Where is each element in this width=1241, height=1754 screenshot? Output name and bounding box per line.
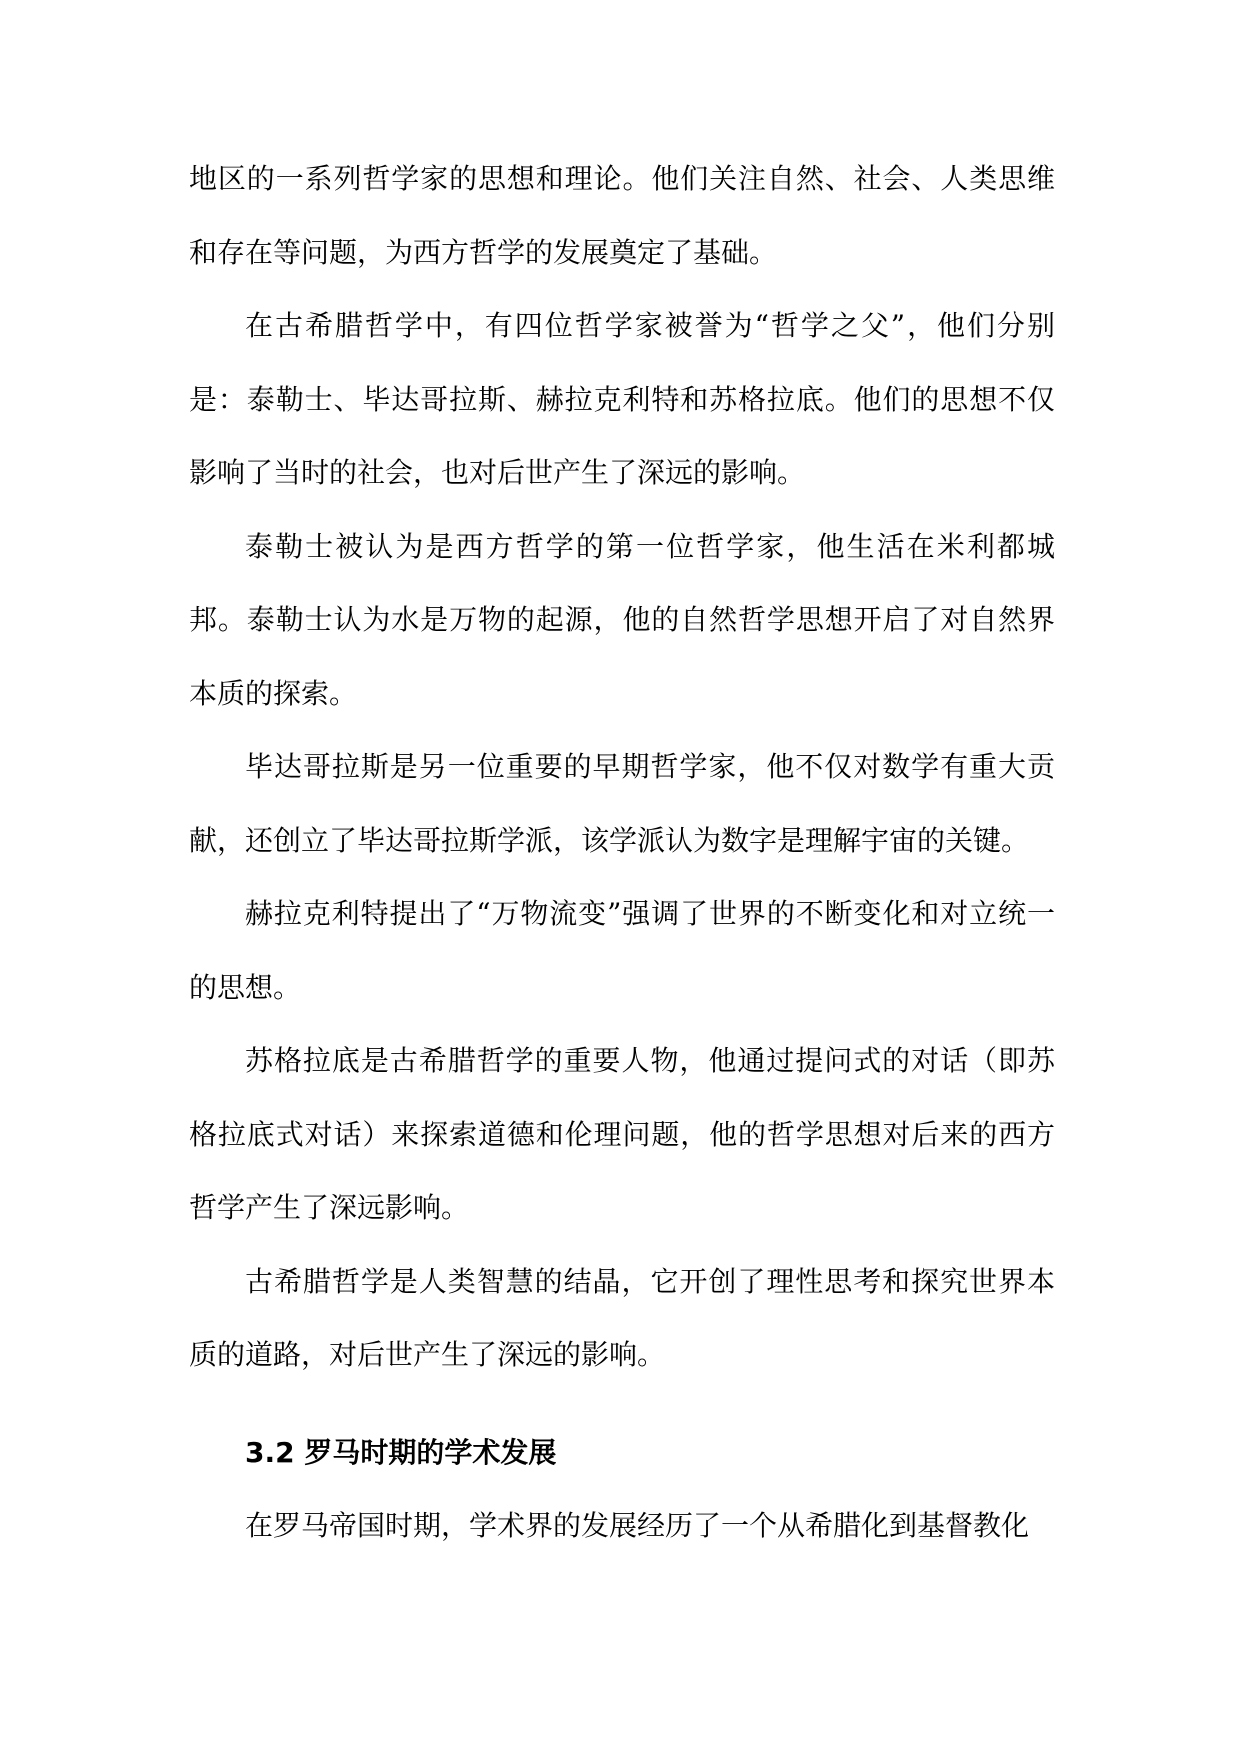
- paragraph-summary: 古希腊哲学是人类智慧的结晶，它开创了理性思考和探究世界本质的道路，对后世产生了深远的影响。: [189, 1264, 1055, 1371]
- paragraph-continued: 地区的一系列哲学家的思想和理论。他们关注自然、社会、人类思维和存在等问题，为西方哲学的发展奠定了基础。: [189, 162, 1055, 269]
- paragraph-pythagoras: 毕达哥拉斯是另一位重要的早期哲学家，他不仅对数学有重大贡献，还创立了毕达哥拉斯学派，该学派认为数字是理解宇宙的关键。: [189, 750, 1055, 857]
- paragraph-thales: 泰勒士被认为是西方哲学的第一位哲学家，他生活在米利都城邦。泰勒士认为水是万物的起源，他的自然哲学思想开启了对自然界本质的探索。: [189, 529, 1055, 710]
- paragraph-heraclitus: 赫拉克利特提出了“万物流变”强调了世界的不断变化和对立统一的思想。: [189, 897, 1055, 1004]
- paragraph-four-philosophers: 在古希腊哲学中，有四位哲学家被誉为“哲学之父”，他们分别是：泰勒士、毕达哥拉斯、赫拉克利特和苏格拉底。他们的思想不仅影响了当时的社会，也对后世产生了深远的影响。: [189, 309, 1055, 489]
- page-content: [189, 142, 1055, 1563]
- paragraph-roman-intro: 在罗马帝国时期，学术界的发展经历了一个从希腊化到基督教化: [245, 1509, 1030, 1542]
- paragraph-socrates: 苏格拉底是古希腊哲学的重要人物，他通过提问式的对话（即苏格拉底式对话）来探索道德和伦理问题，他的哲学思想对后来的西方哲学产生了深远影响。: [189, 1044, 1055, 1224]
- section-heading: 3.2 罗马时期的学术发展: [245, 1435, 557, 1469]
